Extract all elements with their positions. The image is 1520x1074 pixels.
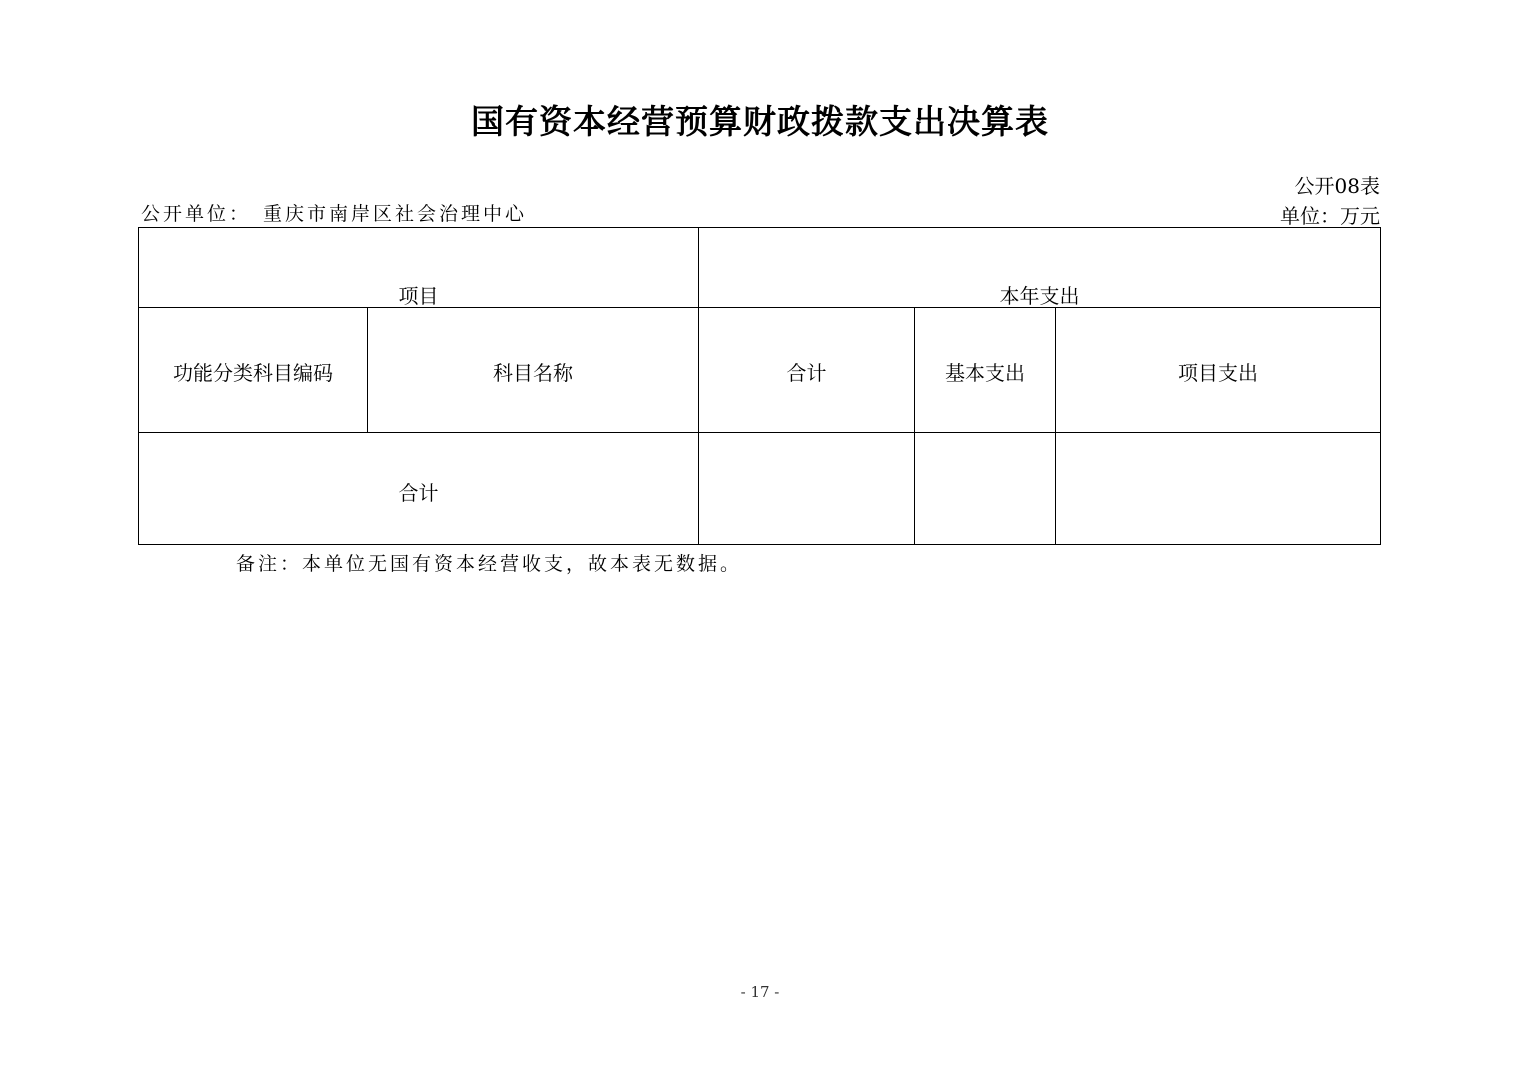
reporting-unit-name: 重庆市南岸区社会治理中心 [263,203,528,225]
reporting-unit [141,199,527,226]
header-project: 项目 [398,284,439,308]
reporting-unit-label: 公开单位： [141,203,252,225]
column-header-total: 合计 [786,361,827,385]
table-rule [1055,307,1056,544]
header-current-year-expense: 本年支出 [999,284,1080,308]
currency-unit: 单位：万元 [1280,204,1380,228]
expenditure-table [138,227,1381,545]
page-title: 国有资本经营预算财政拨款支出决算表 [471,102,1049,141]
form-number: 公开08表 [1294,174,1380,198]
column-header-basic-expense: 基本支出 [945,361,1025,385]
table-rule [139,432,1380,433]
column-header-project-expense: 项目支出 [1178,361,1258,385]
page-number: - 17 - [740,983,780,1001]
table-rule [914,307,915,544]
total-row-label: 合计 [398,481,439,505]
table-rule [698,228,699,544]
table-note: 备注：本单位无国有资本经营收支，故本表无数据。 [236,553,743,575]
column-header-subject-name: 科目名称 [493,361,573,385]
column-header-function-code: 功能分类科目编码 [173,361,333,385]
